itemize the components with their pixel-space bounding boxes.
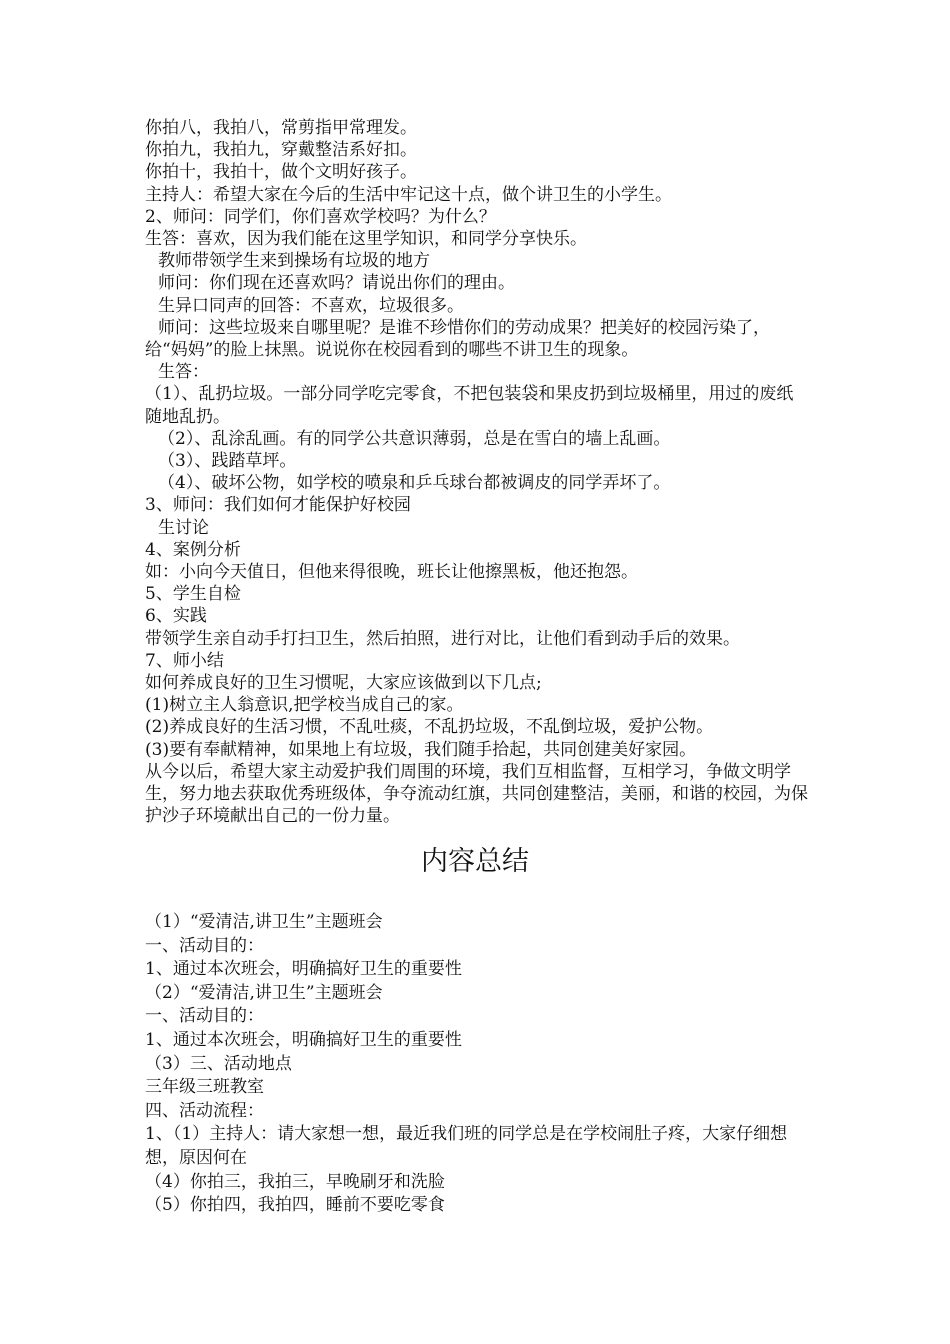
body-line: 主持人：希望大家在今后的生活中牢记这十点，做个讲卫生的小学生。 (145, 184, 672, 205)
summary-line: （3）三、活动地点 (145, 1053, 292, 1074)
summary-line: 1、（1）主持人：请大家想一想，最近我们班的同学总是在学校闹肚子疼，大家仔细想想，原因何在 (145, 1124, 788, 1168)
body-line: （1）、乱扔垃圾。一部分同学吃完零食，不把包装袋和果皮扔到垃圾桶里，用过的废纸随地乱扔。 (145, 384, 794, 427)
body-line: 带领学生亲自动手打扫卫生，然后拍照，进行对比，让他们看到动手后的效果。 (145, 628, 740, 649)
body-line: 2、师问：同学们，你们喜欢学校吗？为什么？ (145, 206, 496, 227)
summary-line: 一、活动目的： (145, 1006, 264, 1027)
body-line: (3)要有奉献精神，如果地上有垃圾，我们随手拾起，共同创建美好家园。 (145, 739, 697, 760)
body-line: 5、学生自检 (145, 584, 241, 605)
body-line: 你拍十，我拍十，做个文明好孩子。 (145, 162, 417, 183)
body-line: 4、案例分析 (145, 539, 241, 560)
body-line: 6、实践 (145, 606, 207, 627)
body-line: 师问：这些垃圾来自哪里呢？是谁不珍惜你们的劳动成果？把美好的校园污染了，给“妈妈”的脸上抹黑。说说你在校园看到的哪些不讲卫生的现象。 (145, 317, 770, 361)
summary-line: （5）你拍四，我拍四，睡前不要吃零食 (145, 1195, 445, 1216)
body-line: 7、师小结 (145, 650, 224, 671)
body-line: 生异口同声的回答：不喜欢，垃圾很多。 (158, 295, 464, 316)
summary-heading: 内容总结 (421, 846, 529, 877)
body-line: 教师带领学生来到操场有垃圾的地方 (158, 251, 430, 272)
body-line: 生答： (158, 362, 209, 383)
summary-line: （2）“爱清洁,讲卫生”主题班会 (145, 982, 383, 1003)
summary-line: （1）“爱清洁,讲卫生”主题班会 (145, 912, 383, 932)
summary-line: （4）你拍三，我拍三，早晚刷牙和洗脸 (145, 1171, 445, 1192)
lesson-body (145, 117, 810, 828)
body-line: 生讨论 (158, 517, 209, 538)
summary-line: 1、通过本次班会，明确搞好卫生的重要性 (145, 1029, 462, 1050)
body-line: 如：小向今天值日，但他来得很晚，班长让他擦黑板，他还抱怨。 (145, 562, 638, 583)
summary-line: 1、通过本次班会，明确搞好卫生的重要性 (145, 959, 462, 980)
body-line: 如何养成良好的卫生习惯呢，大家应该做到以下几点; (145, 673, 542, 694)
body-line: 你拍八，我拍八，常剪指甲常理发。 (145, 118, 417, 138)
summary-line: 三年级三班教室 (145, 1077, 264, 1098)
body-line: 从今以后，希望大家主动爱护我们周围的环境，我们互相监督，互相学习，争做文明学生，努力地去获取优秀班级体，争夺流动红旗，共同创建整洁，美丽，和谐的校园，为保护沙子环境献出自己的一份力量。 (145, 761, 808, 827)
summary-line: 四、活动流程： (145, 1100, 264, 1121)
body-line: 你拍九，我拍九，穿戴整洁系好扣。 (145, 140, 417, 161)
body-line: (2)养成良好的生活习惯，不乱吐痰，不乱扔垃圾，不乱倒垃圾，爱护公物。 (145, 717, 714, 738)
body-line: (1)树立主人翁意识,把学校当成自己的家。 (145, 695, 464, 716)
body-line: （2）、乱涂乱画。有的同学公共意识薄弱，总是在雪白的墙上乱画。 (158, 428, 671, 449)
body-line: （4）、破坏公物，如学校的喷泉和乒乓球台都被调皮的同学弄坏了。 (158, 473, 671, 494)
body-line: 3、师问：我们如何才能保护好校园 (145, 495, 411, 516)
summary-line: 一、活动目的： (145, 935, 264, 956)
summary-section (145, 911, 810, 1218)
body-line: 师问：你们现在还喜欢吗？请说出你们的理由。 (158, 273, 515, 294)
body-line: （3）、践踏草坪。 (158, 451, 297, 472)
body-line: 生答：喜欢，因为我们能在这里学知识，和同学分享快乐。 (145, 229, 587, 250)
